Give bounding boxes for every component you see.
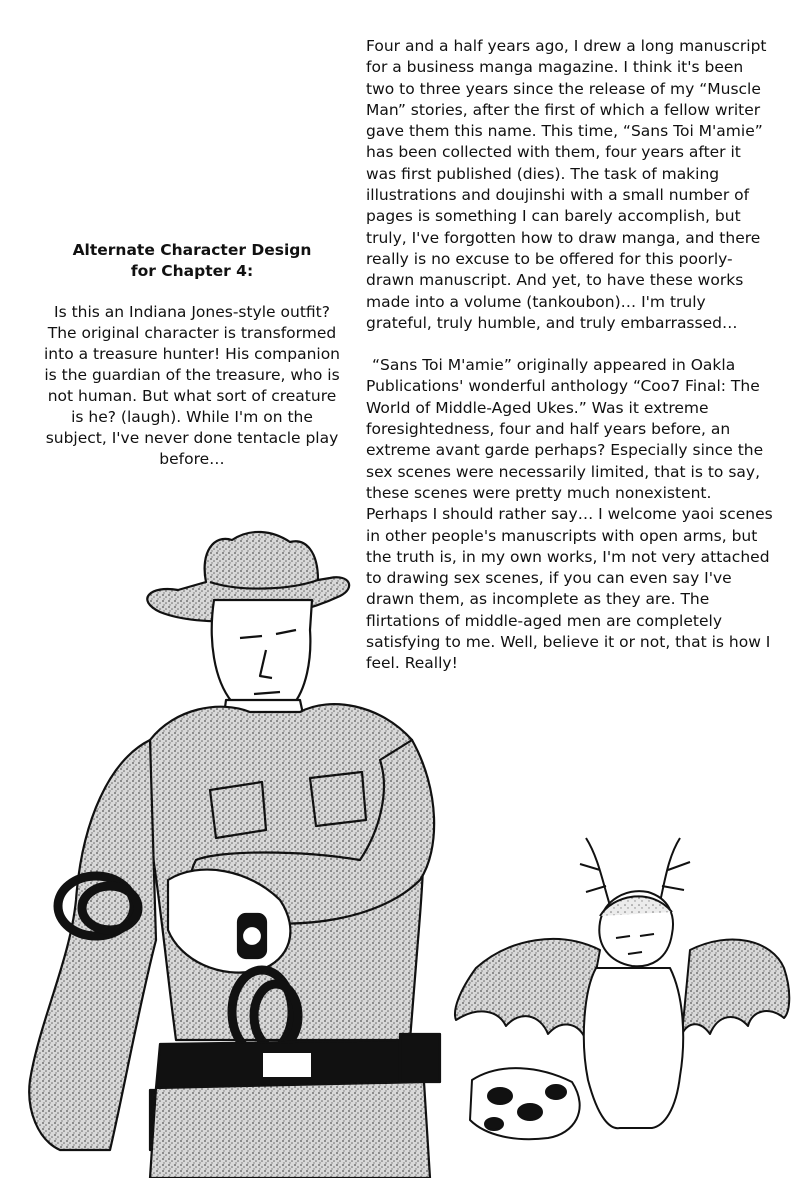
character-design-note bbox=[42, 240, 342, 470]
essay-paragraph-2: “Sans Toi M'amie” originally appeared in Oakla Publications' wonderful anthology “Coo7 Final: The World of Middle-Aged Ukes.” Was it extreme foresightedness, four and half years before, an extreme avant garde perhaps? Especially since the sex scenes were necessarily limited, that is to say, these scenes were pretty much nonexistent. Perhaps I should rather say… I welcome yaoi scenes in other people's manuscripts with open arms, but the truth is, in my own works, I'm not very attached to drawing sex scenes, if you can even say I've drawn them, as incomplete as they are. The flirtations of middle-aged men are completely satisfying to me. Well, believe it or not, that is how I feel. Really! bbox=[366, 356, 773, 673]
afterword-essay bbox=[366, 36, 776, 675]
note-body: Is this an Indiana Jones-style outfit? The original character is transformed into a treasure hunter! His companion is the guardian of the treasure, who is not human. But what sort of creature is he? (laugh). While I'm on the subject, I've never done tentacle play before… bbox=[43, 303, 341, 468]
note-title: Alternate Character Design for Chapter 4: bbox=[72, 241, 312, 280]
winged-guardian-illustration bbox=[455, 838, 789, 1139]
essay-paragraph-1: Four and a half years ago, I drew a long manuscript for a business manga magazine. I think it's been two to three years since the release of my “Muscle Man” stories, after the first of which a fellow writer gave them this name. This time, “Sans Toi M'amie” has been collected with them, four years after it was first published (dies). The task of making illustrations and doujinshi with a small number of pages is something I can barely accomplish, but truly, I've forgotten how to draw manga, and there really is no excuse to be offered for this poorly-drawn manuscript. And yet, to have these works made into a volume (tankoubon)… I'm truly grateful, truly humble, and truly embarrassed… bbox=[366, 37, 767, 332]
